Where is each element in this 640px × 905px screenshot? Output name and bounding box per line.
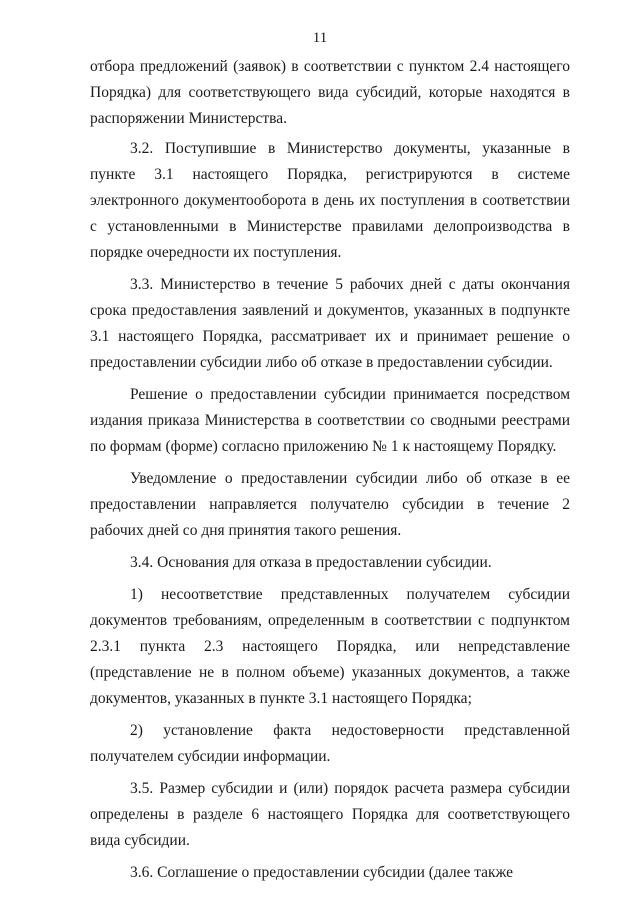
paragraph-3-4-item-1: 1) несоответствие представленных получателем субсидии документов требованиям, определенным в соответствии с подпунктом 2.3.1 пункта 2.3 настоящего Порядка, или непредставление (представление не в полном объеме) указанных документов, а также документов, указанных в пункте 3.1 настоящего Порядка; [90, 586, 570, 707]
paragraph-3-6: 3.6. Соглашение о предоставлении субсидии (далее также [130, 864, 513, 881]
paragraph-continued: отбора предложений (заявок) в соответствии с пунктом 2.4 настоящего Порядка) для соответствующего вида субсидий, которые находятся в распоряжении Министерства. [90, 58, 570, 127]
paragraph-3-4: 3.4. Основания для отказа в предоставлении субсидии. [130, 554, 492, 571]
paragraph-3-2: 3.2. Поступившие в Министерство документы, указанные в пункте 3.1 настоящего Порядка, регистрируются в системе электронного документооборота в день их поступления в соответствии с установленными в Министерстве правилами делопроизводства в порядке очередности их поступления. [90, 140, 570, 261]
paragraph-3-4-item-2: 2) установление факта недостоверности представленной получателем субсидии информации. [90, 722, 570, 765]
page-number: 11 [312, 30, 328, 46]
paragraph-decision: Решение о предоставлении субсидии принимается посредством издания приказа Министерства в соответствии со сводными реестрами по формам (форме) согласно приложению № 1 к настоящему Порядку. [90, 386, 570, 455]
document-body [90, 54, 570, 892]
paragraph-notification: Уведомление о предоставлении субсидии либо об отказе в ее предоставлении направляется получателю субсидии в течение 2 рабочих дней со дня принятия такого решения. [90, 470, 570, 539]
paragraph-3-3: 3.3. Министерство в течение 5 рабочих дней с даты окончания срока предоставления заявлений и документов, указанных в подпункте 3.1 настоящего Порядка, рассматривает их и принимает решение о предоставлении субсидии либо об отказе в предоставлении субсидии. [90, 276, 570, 371]
paragraph-3-5: 3.5. Размер субсидии и (или) порядок расчета размера субсидии определены в разделе 6 настоящего Порядка для соответствующего вида субсидии. [90, 780, 570, 849]
